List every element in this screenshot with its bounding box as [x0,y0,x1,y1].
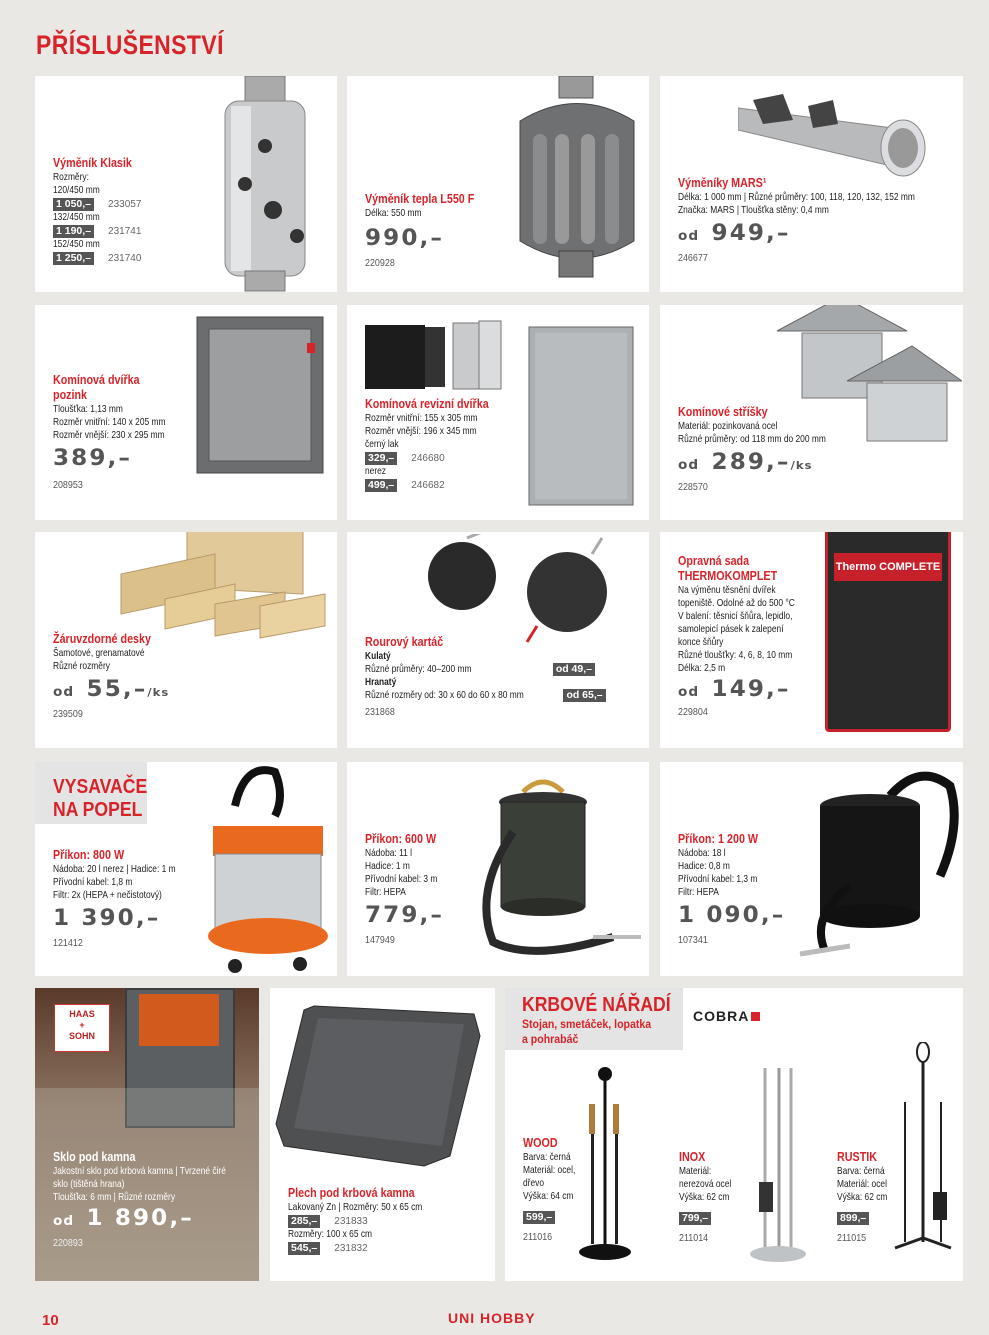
price-tag: 799,– [679,1212,711,1225]
section-subtitle: a pohrabáč [522,1032,579,1046]
product-desc: Rozměr vnější: 196 x 345 mm [365,425,477,437]
product-code: 211014 [679,1232,709,1244]
product-desc: Rozměry: 100 x 65 cm [288,1228,373,1240]
product-code: 220893 [53,1237,83,1249]
product-price: od 289,–/ks [678,450,813,475]
product-title: THERMOKOMPLET [678,569,778,583]
product-title: INOX [679,1150,706,1164]
product-title: Komínová dvířka [53,373,140,387]
card-sklo[interactable] [35,988,259,1281]
product-title: Opravná sada [678,554,750,568]
card-naradi[interactable] [505,988,963,1281]
pack-label: Thermo COMPLETE [834,553,942,581]
price-tag: 1 250,– [53,252,94,265]
product-code: 231868 [365,706,395,718]
product-desc: V balení: těsnicí šňůra, lepidlo, [678,610,793,622]
card-mars[interactable] [660,76,963,292]
product-title: Výměník Klasik [53,156,132,170]
product-desc: Hadice: 0,8 m [678,860,730,872]
size-row: 152/450 mm [53,238,100,250]
card-vys600[interactable] [347,762,649,976]
card-thermo[interactable] [660,532,963,748]
stove-plate-image [274,996,490,1168]
product-code: 233057 [108,198,142,210]
product-desc: Délka: 2,5 m [678,662,726,674]
price-tag: 599,– [523,1211,555,1224]
card-strisky[interactable] [660,305,963,520]
product-code: 229804 [678,706,708,718]
size-row: 120/450 mm [53,184,100,196]
price-tag: 499,– [365,479,397,492]
product-desc: Materiál: ocel, [523,1164,576,1176]
product-price: 990,– [365,226,445,251]
product-desc: Lakovaný Zn | Rozměry: 50 x 65 cm [288,1201,423,1213]
price-tag: od 49,– [553,663,595,676]
product-desc: sklo (tištěná hrana) [53,1178,125,1190]
product-desc: Značka: MARS | Tloušťka stěny: 0,4 mm [678,204,829,216]
chimney-brush-image [407,534,647,644]
section-title: KRBOVÉ NÁŘADÍ [522,994,671,1016]
product-desc: Výška: 62 cm [679,1191,730,1203]
revision-door-image [361,319,511,393]
heat-exchanger-l550-image [515,76,639,281]
product-code: 246682 [411,479,445,491]
product-title: RUSTIK [837,1150,878,1164]
product-price: od 149,– [678,677,791,702]
product-desc: Různé průměry: od 118 mm do 200 mm [678,433,826,445]
product-desc: Filtr: HEPA [678,886,719,898]
product-price: od 949,– [678,221,791,246]
product-desc: Nádoba: 11 l [365,847,413,859]
page-number: 10 [42,1312,59,1329]
product-price: 779,– [365,903,445,928]
price-tag: 285,– [288,1215,320,1228]
product-desc: Nádoba: 18 l [678,847,726,859]
product-code: 231833 [334,1215,368,1227]
product-desc: topeniště. Odolné až do 500 °C [678,597,795,609]
product-title: Komínové stříšky [678,405,768,419]
product-desc: Rozměr vnitřní: 140 x 205 mm [53,416,166,428]
price-tag: 1 050,– [53,198,94,211]
product-desc: Barva: černá [837,1165,885,1177]
product-code: 231740 [108,252,142,264]
heat-exchanger-image [215,76,315,292]
card-vys1200[interactable] [660,762,963,976]
product-desc: nerez [365,465,387,477]
product-desc: Výška: 64 cm [523,1190,574,1202]
section-title: VYSAVAČE [53,776,148,798]
price-tag: od 65,– [563,689,605,702]
product-price: 1 090,– [678,903,786,928]
card-l550[interactable] [347,76,649,292]
thermo-pack-image [825,532,951,732]
product-title: Komínová revizní dvířka [365,397,489,411]
product-desc: Materiál: ocel [837,1178,887,1190]
card-revizni[interactable] [347,305,649,520]
product-desc: Tloušťka: 1,13 mm [53,403,123,415]
product-code: 211015 [837,1232,867,1244]
ash-vacuum-1200-image [790,766,960,971]
tool-set-inox-image [745,1062,811,1264]
product-desc: Délka: 1 000 mm | Různé průměry: 100, 118, 120, 132, 152 mm [678,191,915,203]
product-price: 389,– [53,446,133,471]
product-code: 231832 [334,1242,368,1254]
product-code: 147949 [365,934,395,946]
product-desc: Výška: 62 cm [837,1191,888,1203]
price-tag: 899,– [837,1212,869,1225]
product-price: od 1 890,– [53,1206,194,1231]
product-desc: Rozměr vnější: 230 x 295 mm [53,429,165,441]
product-title: Výměníky MARS¹ [678,176,767,190]
product-code: 208953 [53,479,83,491]
product-desc: Rozměr vnitřní: 155 x 305 mm [365,412,478,424]
product-desc: Rozměry: [53,171,89,183]
card-plech[interactable] [270,988,495,1281]
product-desc: Hadice: 1 m [365,860,410,872]
product-desc: Různé rozměry [53,660,110,672]
product-desc: Jakostní sklo pod krbová kamna | Tvrzené čiré [53,1165,226,1177]
product-code: 121412 [53,937,83,949]
product-desc: samolepicí pásek k zalepení [678,623,784,635]
cobra-logo: COBRA [693,1008,760,1024]
size-row: 132/450 mm [53,211,100,223]
product-title: Rourový kartáč [365,635,444,649]
product-desc: Přívodní kabel: 1,8 m [53,876,133,888]
product-code: 220928 [365,257,395,269]
product-desc: Barva: černá [523,1151,571,1163]
section-title: NA POPEL [53,799,143,821]
product-desc: Nádoba: 20 l nerez | Hadice: 1 m [53,863,176,875]
product-title: Sklo pod kamna [53,1150,136,1164]
product-desc: konce šňůry [678,636,724,648]
price-tag: 545,– [288,1242,320,1255]
variant-title: Hranatý [365,676,397,688]
product-desc: Přívodní kabel: 1,3 m [678,873,758,885]
card-klasik[interactable] [35,76,337,292]
product-desc: Různé rozměry od: 30 x 60 do 60 x 80 mm [365,689,524,701]
card-kartac[interactable] [347,532,649,748]
product-title: Výměník tepla L550 F [365,192,475,206]
product-desc: Přívodní kabel: 3 m [365,873,438,885]
product-code: 231741 [108,225,142,237]
product-title: Příkon: 600 W [365,832,437,846]
product-desc: Materiál: pozinkovaná ocel [678,420,778,432]
price-tag: 1 190,– [53,225,94,238]
product-title: WOOD [523,1136,558,1150]
product-desc: Délka: 550 mm [365,207,422,219]
product-desc: Filtr: 2x (HEPA + nečistotový) [53,889,162,901]
product-desc: nerezová ocel [679,1178,732,1190]
ash-vacuum-600-image [463,772,643,972]
product-desc: černý lak [365,438,399,450]
product-desc: Tloušťka: 6 mm | Různé rozměry [53,1191,176,1203]
product-desc: Šamotové, grenamatové [53,647,145,659]
product-code: 246680 [411,452,445,464]
product-code: 107341 [678,934,708,946]
haas-sohn-logo: HAAS + SOHN [54,1004,110,1052]
brand-logo: UNI HOBBY [448,1310,536,1326]
chimney-door-image [195,315,325,475]
card-vys800[interactable] [35,762,337,976]
mars-exchanger-image [738,90,928,180]
section-subtitle: Stojan, smetáček, lopatka [522,1017,652,1031]
revision-door-large-image [527,325,637,507]
product-title: Příkon: 1 200 W [678,832,759,846]
product-desc: Filtr: HEPA [365,886,406,898]
ash-vacuum-800-image [185,766,335,976]
price-tag: 329,– [365,452,397,465]
product-code: 228570 [678,481,708,493]
product-code: 246677 [678,252,708,264]
product-title: pozink [53,388,88,402]
stove-fire-window [139,994,219,1046]
product-price: 1 390,– [53,906,161,931]
product-desc: Materiál: [679,1165,712,1177]
product-desc: dřevo [523,1177,545,1189]
product-title: Příkon: 800 W [53,848,125,862]
product-price: od 55,–/ks [53,677,170,702]
card-dvirka[interactable] [35,305,337,520]
card-desky[interactable] [35,532,337,748]
product-desc: Různé tloušťky: 4, 6, 8, 10 mm [678,649,793,661]
product-code: 211016 [523,1231,553,1243]
product-desc: Různé průměry: 40–200 mm [365,663,472,675]
variant-title: Kulatý [365,650,391,662]
product-title: Žáruvzdorné desky [53,632,151,646]
product-desc: Na výměnu těsnění dvířek [678,584,776,596]
product-code: 239509 [53,708,83,720]
page-title: PŘÍSLUŠENSTVÍ [36,30,224,60]
tool-set-rustik-image [891,1042,955,1256]
product-title: Plech pod krbová kamna [288,1186,415,1200]
